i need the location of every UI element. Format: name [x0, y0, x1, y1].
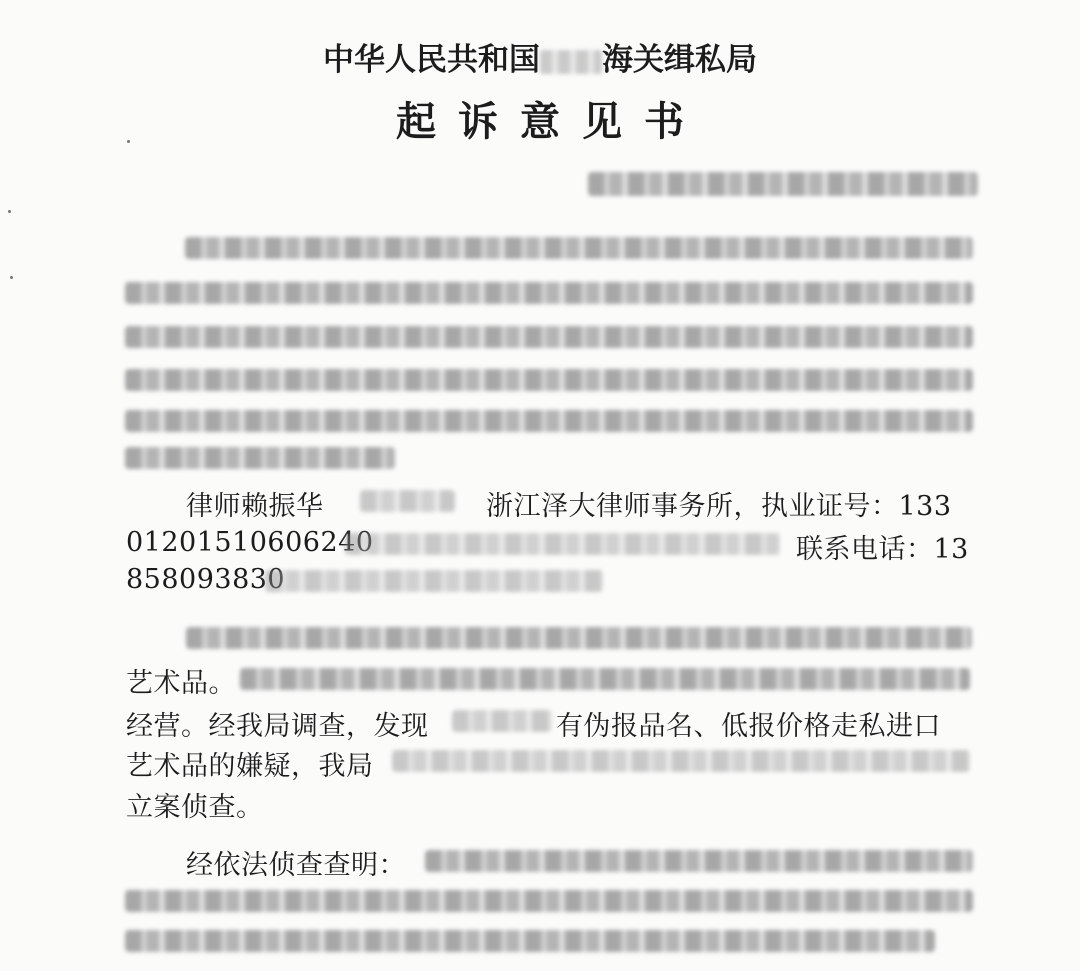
redacted-text-line: [125, 447, 395, 469]
redacted-text-line: [125, 369, 973, 391]
case-intro-line1-start: 艺术品。: [126, 668, 236, 699]
case-intro-line2-start: 经营。经我局调查，发现: [126, 711, 429, 742]
document-title: 起诉意见书: [396, 98, 706, 145]
redacted-document-number: [588, 172, 978, 196]
redacted-text-line: [125, 410, 973, 432]
case-intro-line3-start: 艺术品的嫌疑，我局: [126, 751, 374, 782]
redacted-text-line: [240, 668, 970, 690]
redacted-text-line: [125, 282, 973, 304]
redacted-text-line: [125, 890, 973, 912]
office-name: [0, 34, 1080, 79]
lawyer-license-number: 01201510606240: [126, 527, 374, 558]
office-name-prefix: 中华人民共和国: [323, 42, 540, 78]
lawyer-phone-number: 858093830: [126, 564, 286, 595]
lawyer-phone-label: 联系电话：13: [796, 534, 969, 565]
redacted-text-line: [185, 237, 973, 259]
lawyer-firm-license: 浙江泽大律师事务所，执业证号：133: [486, 491, 952, 522]
redacted-region: [265, 570, 603, 592]
redacted-text-line: [425, 850, 973, 872]
lawyer-name: 律师赖振华: [186, 491, 324, 522]
investigation-lead: 经依法侦查查明：: [186, 850, 406, 881]
office-name-suffix: 海关缉私局: [602, 42, 757, 78]
redacted-text-line: [125, 326, 973, 348]
redacted-region: [392, 750, 970, 772]
redacted-text-line: [186, 627, 972, 649]
scan-speck: [8, 210, 11, 213]
redacted-region: [540, 50, 602, 74]
scan-speck: [10, 276, 13, 279]
case-intro-line4: 立案侦查。: [126, 792, 264, 823]
redacted-region: [345, 533, 780, 555]
redacted-text-line: [125, 930, 935, 952]
redacted-region: [360, 490, 455, 512]
redacted-region: [452, 710, 552, 732]
case-intro-line2-end: 有伪报品名、低报价格走私进口: [556, 711, 941, 742]
